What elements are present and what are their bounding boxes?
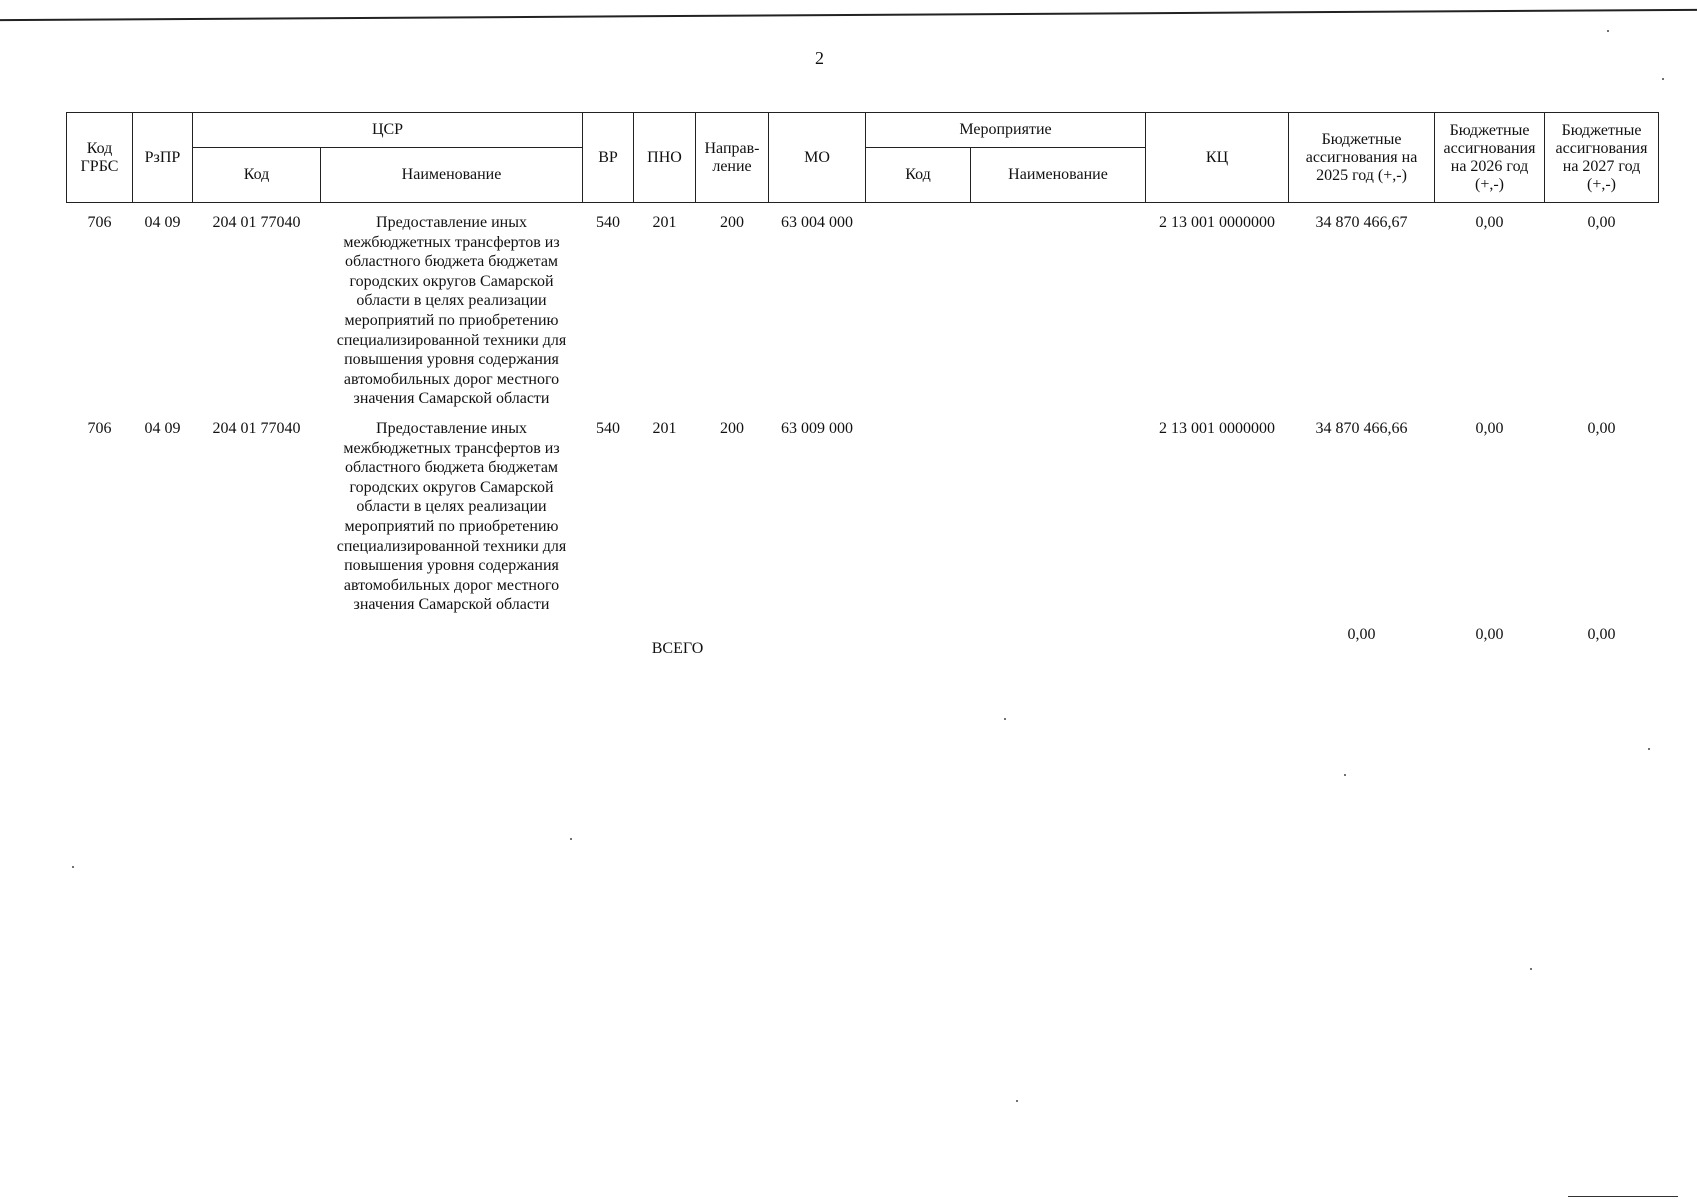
cell-budget-2025: 34 870 466,66: [1315, 419, 1408, 437]
scan-speck: [1004, 718, 1006, 720]
cell-napravlenie: 200: [720, 214, 744, 231]
cell-rzpr: 04 09: [144, 419, 181, 437]
scan-speck: [1016, 1100, 1018, 1102]
cell-csr-kod: 204 01 77040: [212, 214, 301, 231]
cell-mer-kod: [866, 203, 971, 409]
budget-table: [66, 112, 1659, 658]
table-header: [67, 113, 1659, 203]
scan-speck: [72, 866, 74, 868]
cell-budget-2026: 0,00: [1475, 419, 1504, 437]
total-budget-2027: 0,00: [1587, 625, 1616, 643]
scan-speck: [1662, 78, 1664, 80]
cell-napravlenie: 200: [720, 419, 744, 437]
scan-speck: [570, 838, 572, 840]
header-csr: ЦСР: [193, 113, 583, 148]
header-budget-2025: Бюджетные ассигнования на 2025 год (+,-): [1289, 113, 1435, 203]
cell-csr-name: Предоставление иных межбюджетных трансфертов из областного бюджета бюджетам городских округов Самарской области в целях реализации мероприятий по приобретению специализированной техники для повышения уровня содержания автомобильных дорог местного значения Самарской области: [336, 214, 567, 408]
header-kod-grbs: Код ГРБС: [67, 113, 133, 203]
page-number: 2: [815, 48, 824, 68]
total-label: ВСЕГО: [651, 639, 704, 657]
total-budget-2026: 0,00: [1475, 625, 1504, 643]
scan-speck: [1607, 30, 1609, 32]
cell-budget-2027: 0,00: [1587, 419, 1616, 437]
header-mer-kod: Код: [866, 148, 971, 203]
cell-rzpr: 04 09: [144, 214, 181, 231]
header-kc: КЦ: [1146, 113, 1289, 203]
cell-pno: 201: [652, 214, 677, 231]
scan-speck: [1530, 968, 1532, 970]
header-csr-name: Наименование: [321, 148, 583, 203]
cell-vr: 540: [596, 419, 620, 437]
table-row: [67, 409, 1659, 615]
cell-kc: 2 13 001 0000000: [1159, 419, 1276, 437]
cell-csr-name: Предоставление иных межбюджетных трансфертов из областного бюджета бюджетам городских округов Самарской области в целях реализации мероприятий по приобретению специализированной техники для повышения уровня содержания автомобильных дорог местного значения Самарской области: [336, 419, 567, 614]
cell-mer-name: [971, 409, 1146, 615]
cell-pno: 201: [652, 419, 677, 437]
cell-budget-2026: 0,00: [1475, 214, 1504, 231]
cell-csr-kod: 204 01 77040: [212, 419, 301, 437]
table-row: [67, 203, 1659, 409]
header-meropriyatie: Мероприятие: [866, 113, 1146, 148]
total-row: [67, 615, 1659, 659]
cell-kc: 2 13 001 0000000: [1159, 214, 1276, 231]
header-mer-name: Наименование: [971, 148, 1146, 203]
cell-mer-kod: [866, 409, 971, 615]
header-mo: МО: [769, 113, 866, 203]
header-csr-kod: Код: [193, 148, 321, 203]
cell-mer-name: [971, 203, 1146, 409]
header-rzpr: РзПР: [133, 113, 193, 203]
header-budget-2027: Бюджетные ассигнования на 2027 год (+,-): [1545, 113, 1659, 203]
header-vr: ВР: [583, 113, 634, 203]
cell-budget-2025: 34 870 466,67: [1315, 214, 1408, 231]
cell-grbs: 706: [87, 214, 112, 231]
bottom-edge-line: [1568, 1196, 1678, 1197]
header-budget-2026: Бюджетные ассигнования на 2026 год (+,-): [1435, 113, 1545, 203]
scan-speck: [1344, 774, 1346, 776]
header-napravlenie: Направ-ление: [696, 113, 769, 203]
header-pno: ПНО: [634, 113, 696, 203]
cell-budget-2027: 0,00: [1587, 214, 1616, 231]
total-budget-2025: 0,00: [1347, 625, 1376, 643]
scan-speck: [1648, 748, 1650, 750]
cell-grbs: 706: [87, 419, 112, 437]
table-body: [67, 203, 1659, 659]
top-border-line: [0, 9, 1697, 21]
cell-mo: 63 009 000: [781, 419, 853, 437]
cell-mo: 63 004 000: [781, 214, 853, 231]
cell-vr: 540: [596, 214, 620, 231]
